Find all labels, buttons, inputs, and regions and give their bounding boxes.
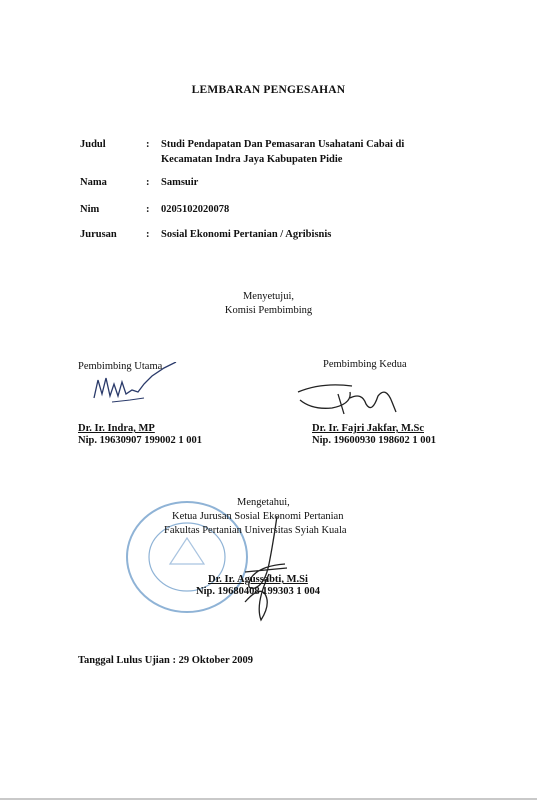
field-colon: : bbox=[146, 139, 150, 150]
field-value: Sosial Ekonomi Pertanian / Agribisnis bbox=[161, 229, 332, 240]
supervisor2-name: Dr. Ir. Fajri Jakfar, M.Sc bbox=[312, 423, 424, 434]
signature-supervisor1 bbox=[92, 362, 182, 412]
head-line2: Ketua Jurusan Sosial Ekonomi Pertanian bbox=[172, 511, 344, 522]
field-label: Judul bbox=[80, 139, 106, 150]
head-nip: Nip. 19680408 199303 1 004 bbox=[196, 586, 320, 597]
field-label: Nama bbox=[80, 177, 107, 188]
page-edge bbox=[0, 798, 537, 800]
field-label: Nim bbox=[80, 204, 100, 215]
signature-supervisor2 bbox=[292, 374, 412, 422]
graduation-date: Tanggal Lulus Ujian : 29 Oktober 2009 bbox=[78, 655, 254, 666]
supervisor1-name: Dr. Ir. Indra, MP bbox=[78, 423, 155, 434]
field-value: Studi Pendapatan Dan Pemasaran Usahatani Cabai di Kecamatan Indra Jaya Kabupaten Pidie bbox=[161, 139, 405, 165]
field-label: Jurusan bbox=[80, 229, 117, 240]
approval-line2: Komisi Pembimbing bbox=[224, 305, 313, 316]
head-line3: Fakultas Pertanian Universitas Syiah Kuala bbox=[164, 525, 347, 536]
field-colon: : bbox=[146, 177, 150, 188]
supervisor2-nip: Nip. 19600930 198602 1 001 bbox=[312, 435, 436, 446]
head-name: Dr. Ir. Agussabti, M.Si bbox=[208, 574, 308, 585]
supervisor1-nip: Nip. 19630907 199002 1 001 bbox=[78, 435, 202, 446]
approval-line1: Menyetujui, bbox=[242, 291, 295, 302]
field-value: Samsuir bbox=[161, 177, 199, 188]
page-title: LEMBARAN PENGESAHAN bbox=[191, 84, 346, 96]
field-colon: : bbox=[146, 204, 150, 215]
supervisor2-role: Pembimbing Kedua bbox=[323, 359, 407, 370]
field-colon: : bbox=[146, 229, 150, 240]
supervisor1-role: Pembimbing Utama bbox=[78, 361, 163, 372]
head-line1: Mengetahui, bbox=[237, 497, 290, 508]
field-value: 0205102020078 bbox=[161, 204, 230, 215]
